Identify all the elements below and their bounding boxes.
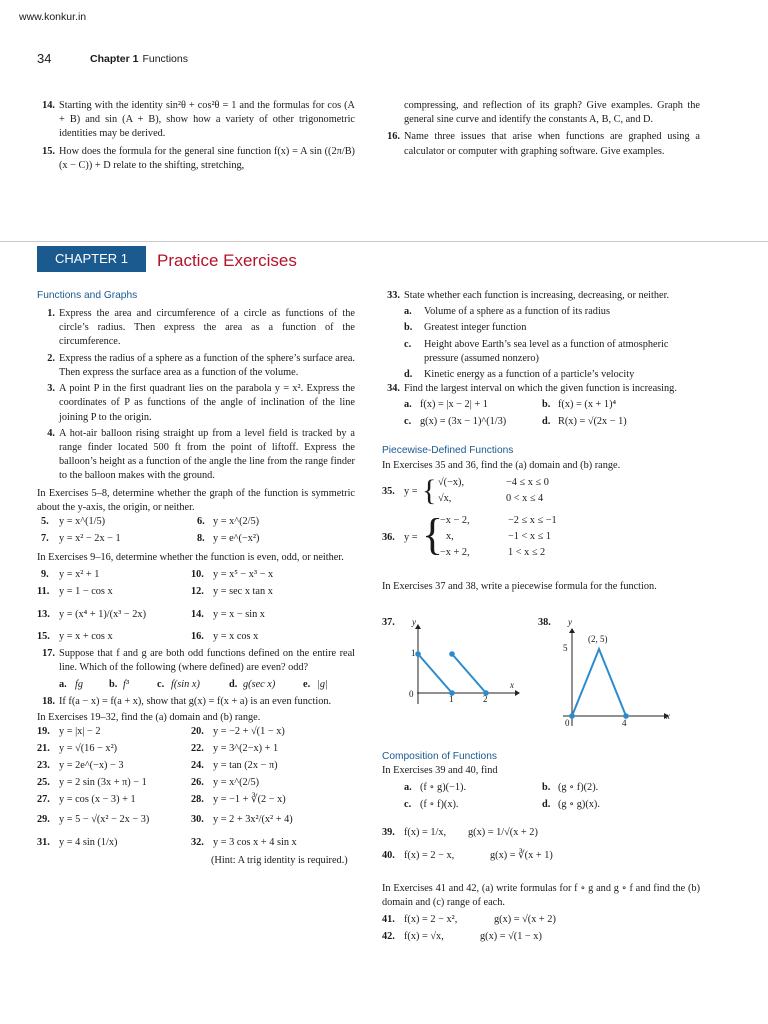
brace: { [422,473,437,507]
exercise-number: 24. [191,759,204,771]
exercise-number: 30. [191,813,204,825]
formula: y = 2e^(−x) − 3 [59,759,124,771]
formula: f(x) = |x − 2| + 1 [420,399,488,411]
exercise-row [37,568,355,585]
right-column [382,289,700,594]
top-right-column [382,99,700,159]
formula: y = x^(2/5) [213,515,260,527]
y-arrow [569,628,575,633]
exercise-33-parts [382,305,700,382]
part-label: d. [229,678,238,690]
graph-37-svg [382,616,532,706]
exercise-text: Starting with the identity sin²θ + cos²θ = 1 and the formulas for cos (A + B) and sin (A + B), show how a variety of other trigonometric identities may be derived. [59,100,355,140]
endpoint [449,651,455,657]
segment-1 [418,654,452,693]
exercise-number: 16. [191,631,204,643]
exercise-number: 4. [47,427,55,439]
case-expr: √x, [438,492,452,504]
section-heading-piecewise: Piecewise-Defined Functions [382,445,514,457]
exercise-number: 33. [387,290,400,301]
tick-label-y: 1 [411,648,416,658]
exercise-row [37,585,355,602]
exercise-number: 37. [382,617,395,628]
exercise-row [382,398,700,415]
exercise-row [37,836,355,854]
exercise-15 [37,145,355,173]
exercise-17-parts [37,678,355,695]
exercise-number: 34. [387,383,400,395]
left-column [37,289,355,867]
exercise-text: How does the formula for the general sine function f(x) = A sin ((2π/B)(x − C)) + D relate to the shifting, stretching, [59,145,355,171]
exercise-number: 15. [37,631,50,643]
page-number: 34 [37,51,52,66]
part-label: c. [404,338,412,350]
exercise-row [37,793,355,810]
exercise-row [37,602,355,630]
part-label: c. [404,799,412,811]
formula: y = −1 + ∛(2 − x) [213,793,286,805]
formula: g(x) = (3x − 1)^(1/3) [420,416,507,428]
tick-label-x: 1 [449,694,454,704]
tick-label-x: 4 [622,718,627,728]
part-label: d. [404,369,413,381]
formula: y = 1 − cos x [59,586,113,598]
y-axis-label: y [568,617,572,627]
exercise-number: 42. [382,930,395,942]
case-expr: −x − 2, [440,514,470,526]
part-expr: g(sec x) [243,678,276,690]
exercise-number: 14. [191,609,204,621]
exercise-number: 22. [191,742,204,754]
exercise-16 [382,130,700,158]
exercise-row [37,515,355,532]
exercise-number: 2. [47,352,55,364]
part-text: Height above Earth’s sea level as a function of atmospheric pressure (assumed nonzero) [424,338,669,364]
case-expr: x, [446,530,454,542]
exercise-34 [382,382,700,396]
exercise-41 [382,913,700,930]
formula: y = x + cos x [59,631,113,643]
exercise-text: A hot-air balloon rising straight up from a level field is tracked by a range finder located 500 ft from the point of liftoff. Express the balloon’s height as a function of the angle the line from the range finder to the balloon makes with the ground. [59,427,355,482]
formula: (f ∘ g)(−1). [420,782,467,794]
chapter-name: Functions [142,53,188,65]
formula-f: f(x) = √x, [404,930,444,942]
exercise-text: A point P in the first quadrant lies on the parabola y = x². Express the coordinates of P as functions of the angle of inclination of the line joining P to the origin. [59,383,355,423]
formula: y = |x| − 2 [59,725,101,737]
formula: y = e^(−x²) [213,532,260,544]
instructions-39-40: In Exercises 39 and 40, find [382,765,498,777]
chapter-label: Chapter 1 [90,53,139,65]
exercise-row [37,742,355,759]
exercise-number: 25. [37,776,50,788]
part-label: d. [542,799,551,811]
exercise-number: 41. [382,913,395,925]
endpoint [415,651,421,657]
x-axis-label: x [510,680,514,690]
exercise-18 [37,695,355,709]
exercise-row [37,532,355,549]
section-title: Practice Exercises [157,251,297,270]
exercise-number: 8. [197,532,205,544]
formula: y = tan (2x − π) [213,759,278,771]
exercise-number: 3. [47,383,55,395]
exercise-number: 20. [191,725,204,737]
part-label: b. [109,678,118,690]
exercise-text: If f(a − x) = f(a + x), show that g(x) = f(x + a) is an even function. [59,695,332,707]
formula: y = x⁵ − x³ − x [213,569,274,581]
part-label: a. [404,306,412,318]
exercise-number: 14. [42,100,55,111]
y-axis-label: y [412,617,416,627]
formula: y = −2 + √(1 − x) [213,725,285,737]
hint-32: (Hint: A trig identity is required.) [211,854,348,866]
exercise-number: 6. [197,515,205,527]
site-url: www.konkur.in [19,11,87,23]
formula: R(x) = √(2x − 1) [558,416,627,428]
exercise-number: 16. [387,131,400,143]
exercise-39 [382,821,700,847]
exercise-33 [382,289,700,303]
top-left-column [37,99,355,173]
case-expr: √(−x), [438,476,465,488]
exercise-number: 11. [37,586,50,598]
exercise-number: 39. [382,827,395,839]
exercise-row [37,725,355,742]
exercise-3 [37,382,355,425]
part [404,368,700,382]
part-expr: fg [75,678,84,690]
exercise-35 [382,473,700,510]
part-label: b. [542,782,551,794]
exercise-4 [37,427,355,484]
exercise-number: 5. [41,515,49,527]
formula: y = x² + 1 [59,569,100,581]
formula: y = x cos x [213,631,259,643]
exercise-number: 1. [47,308,55,320]
exercise-number: 7. [41,532,49,544]
formula: f(x) = (x + 1)⁴ [558,399,617,411]
instructions-35-36: In Exercises 35 and 36, find the (a) domain and (b) range. [382,459,621,471]
part-label: a. [404,399,412,411]
endpoint [569,713,575,719]
part-label: d. [542,416,551,428]
exercise-14 [37,99,355,142]
exercise-number: 17. [42,648,55,660]
exercise-number: 13. [37,609,50,621]
exercise-text: Express the radius of a sphere as a function of the sphere’s surface area. Then express the surface area as a function of the volume. [59,352,355,378]
exercise-number: 40. [382,850,395,862]
exercise-text: Name three issues that arise when functions are graphed using a calculator or computer with graphing software. Give examples. [404,131,700,157]
exercise-17 [37,647,355,675]
right-column-lower [382,750,700,947]
exercise-15-continued: compressing, and reflection of its graph? Give examples. Graph the general sine curve and identify the constants A, B, C, and D. [404,100,700,126]
part [404,338,700,366]
origin-label: 0 [565,718,570,728]
exercise-row [37,810,355,834]
part-label: a. [59,678,67,690]
origin-label: 0 [409,689,414,699]
exercises-19-32 [37,725,355,854]
part-label: c. [157,678,165,690]
exercise-number: 12. [191,586,204,598]
exercise-40 [382,849,700,866]
formula-g: g(x) = √(1 − x) [480,930,542,942]
tick-label-y: 5 [563,643,568,653]
graph-37 [382,616,532,706]
exercise-row [37,776,355,793]
exercise-text: Find the largest interval on which the given function is increasing. [404,383,677,395]
instructions-37-38: In Exercises 37 and 38, write a piecewise formula for the function. [382,580,657,592]
exercise-number: 21. [37,742,50,754]
formula: y = x^(2/5) [213,776,260,788]
exercise-number: 9. [41,569,49,581]
part-label: e. [303,678,311,690]
instructions-9-16: In Exercises 9–16, determine whether the function is even, odd, or neither. [37,551,344,563]
exercise-row [37,630,355,647]
formula: y = x² − 2x − 1 [59,532,121,544]
x-axis-label: x [666,711,670,721]
part-label: a. [404,782,412,794]
part-label: b. [542,399,551,411]
exercise-number: 15. [42,145,55,157]
formula-f: f(x) = 2 − x, [404,850,455,862]
section-heading-functions-graphs: Functions and Graphs [37,290,138,301]
formula-g: g(x) = √(x + 2) [494,913,556,925]
formula: y = 2 + 3x²/(x² + 4) [213,813,293,825]
formula: y = 2 sin (3x + π) − 1 [59,776,147,788]
part-label: b. [404,322,413,334]
brace: { [422,509,444,559]
exercise-number: 32. [191,836,204,848]
part-expr: f³ [123,678,129,690]
part-text: Volume of a sphere as a function of its radius [424,306,610,318]
exercise-number: 18. [42,695,55,707]
formula-f: f(x) = 1/x, [404,827,447,839]
formula: y = x^(1/5) [59,515,106,527]
graph-38 [538,616,688,736]
exercise-42 [382,930,700,947]
instructions-5-8: In Exercises 5–8, determine whether the graph of the function is symmetric about the y-axis, the origin, or neither. [37,487,355,513]
formula: y = (x⁴ + 1)/(x³ − 2x) [59,609,147,621]
part-expr: |g| [317,678,328,690]
exercise-number: 19. [37,725,50,737]
lhs: y = [404,485,418,497]
exercise-number: 26. [191,776,204,788]
running-header [90,52,188,66]
formula: (f ∘ f)(x). [420,799,459,811]
formula: y = 5 − √(x² − 2x − 3) [59,813,150,825]
instructions-41-42: In Exercises 41 and 42, (a) write formulas for f ∘ g and g ∘ f and find the (b) domain and (c) range of each. [382,883,700,909]
formula: (g ∘ g)(x). [558,799,600,811]
case-cond: 0 < x ≤ 4 [506,492,544,504]
exercise-number: 31. [37,836,50,848]
formula: y = 4 sin (1/x) [59,836,118,848]
part [404,321,700,335]
lhs: y = [404,531,418,543]
exercise-number: 38. [538,617,551,628]
formula: y = cos (x − 3) + 1 [59,793,136,805]
formula: (g ∘ f)(2). [558,782,599,794]
exercise-1 [37,307,355,350]
part-text: Greatest integer function [424,322,527,334]
chapter-badge: CHAPTER 1 [37,246,146,272]
exercise-number: 27. [37,793,50,805]
exercise-number: 29. [37,813,50,825]
exercise-number: 36. [382,531,395,543]
formula: y = x − sin x [213,609,265,621]
exercise-row [382,798,700,815]
point-label: (2, 5) [588,634,608,644]
instructions-19-32: In Exercises 19–32, find the (a) domain and (b) range. [37,711,261,723]
part [404,305,700,319]
case-cond: 1 < x ≤ 2 [508,546,546,558]
exercise-number: 28. [191,793,204,805]
case-cond: −1 < x ≤ 1 [508,530,552,542]
exercise-row [382,781,700,798]
segment-2 [452,654,486,693]
section-divider [0,241,768,242]
part-text: Kinetic energy as a function of a particle’s velocity [424,369,635,381]
exercise-text: Express the area and circumference of a circle as functions of the circle’s radius. Then express the area as a function of the circumference. [59,308,355,348]
tent-curve [572,649,626,716]
exercise-2 [37,352,355,380]
x-arrow [515,690,520,696]
formula: y = 3^(2−x) + 1 [213,742,279,754]
formula-f: f(x) = 2 − x², [404,913,458,925]
exercise-number: 10. [191,569,204,581]
exercise-row [37,759,355,776]
formula: y = 3 cos x + 4 sin x [213,836,297,848]
exercise-row [382,415,700,432]
exercise-number: 23. [37,759,50,771]
formula-g: g(x) = ∛(x + 1) [490,850,553,862]
formula: y = sec x tan x [213,586,273,598]
exercise-text: State whether each function is increasing, decreasing, or neither. [404,290,670,301]
exercise-text: Suppose that f and g are both odd functions defined on the entire real line. Which of the following (where defined) are even? odd? [59,648,355,674]
exercise-36 [382,509,700,564]
section-heading-composition: Composition of Functions [382,751,497,762]
part-label: c. [404,416,412,428]
exercise-number: 35. [382,485,395,497]
case-cond: −2 ≤ x ≤ −1 [508,514,557,526]
part-expr: f(sin x) [171,678,200,690]
formula-g: g(x) = 1/√(x + 2) [468,827,538,839]
case-expr: −x + 2, [440,546,470,558]
formula: y = √(16 − x²) [59,742,118,754]
case-cond: −4 ≤ x ≤ 0 [506,476,549,488]
tick-label-x: 2 [483,694,488,704]
